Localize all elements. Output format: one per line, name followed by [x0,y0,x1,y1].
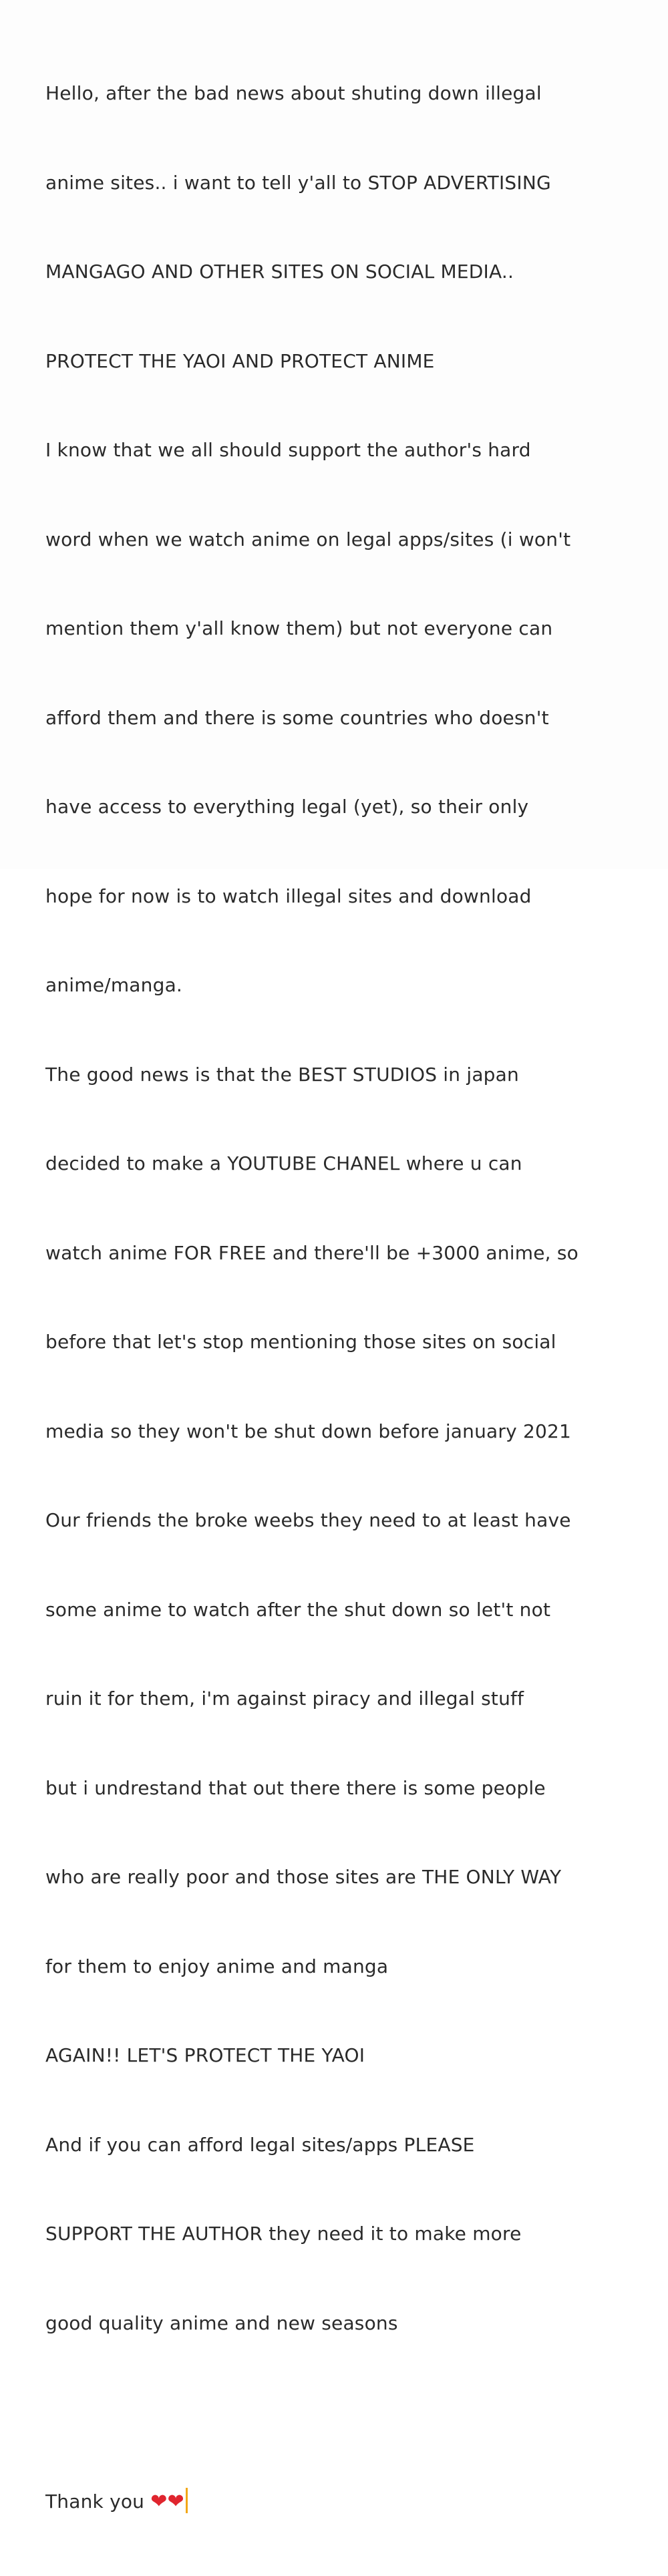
note-line: have access to everything legal (yet), so their only [45,796,529,818]
note-line: but i undrestand that out there there is some people [45,1776,546,1799]
note-line: afford them and there is some countries who doesn't [45,706,549,729]
note-line: SUPPORT THE AUTHOR they need it to make more [45,2223,522,2245]
note-line: The good news is that the BEST STUDIOS in japan [45,1063,519,1086]
blank-line [45,2398,647,2428]
note-line: And if you can afford legal sites/apps PLEASE [45,2133,475,2156]
note-line: Hello, after the bad news about shuting down illegal [45,82,542,104]
note-line: some anime to watch after the shut down so let't not [45,1598,551,1621]
closing-text: Thank you [45,2490,151,2513]
note-line: MANGAGO AND OTHER SITES ON SOCIAL MEDIA.. [45,261,514,283]
note-line: media so they won't be shut down before january 2021 [45,1420,572,1442]
note-line: ruin it for them, i'm against piracy and illegal stuff [45,1687,524,1710]
note-line: decided to make a YOUTUBE CHANEL where u can [45,1152,522,1174]
note-line: watch anime FOR FREE and there'll be +3000 anime, so [45,1241,578,1264]
note-line: who are really poor and those sites are THE ONLY WAY [45,1866,562,1888]
note-text-body[interactable] [45,19,647,2576]
note-line: Our friends the broke weebs they need to at least have [45,1509,571,1531]
note-line: PROTECT THE YAOI AND PROTECT ANIME [45,349,435,372]
note-line: anime/manga. [45,974,183,996]
note-line: mention them y'all know them) but not everyone can [45,617,553,639]
note-line: AGAIN!! LET'S PROTECT THE YAOI [45,2044,365,2066]
note-line: for them to enjoy anime and manga [45,1955,389,1977]
note-line: hope for now is to watch illegal sites and download [45,884,532,907]
closing-line [45,2487,647,2517]
note-line: before that let's stop mentioning those sites on social [45,1331,556,1353]
heart-emoji-icon: ❤❤ [150,2489,184,2513]
note-line: anime sites.. i want to tell y'all to STOP ADVERTISING [45,171,551,194]
note-line: I know that we all should support the author's hard [45,439,531,461]
text-cursor [186,2488,188,2513]
note-line: word when we watch anime on legal apps/sites (i won't [45,528,571,550]
note-line: good quality anime and new seasons [45,2311,398,2334]
